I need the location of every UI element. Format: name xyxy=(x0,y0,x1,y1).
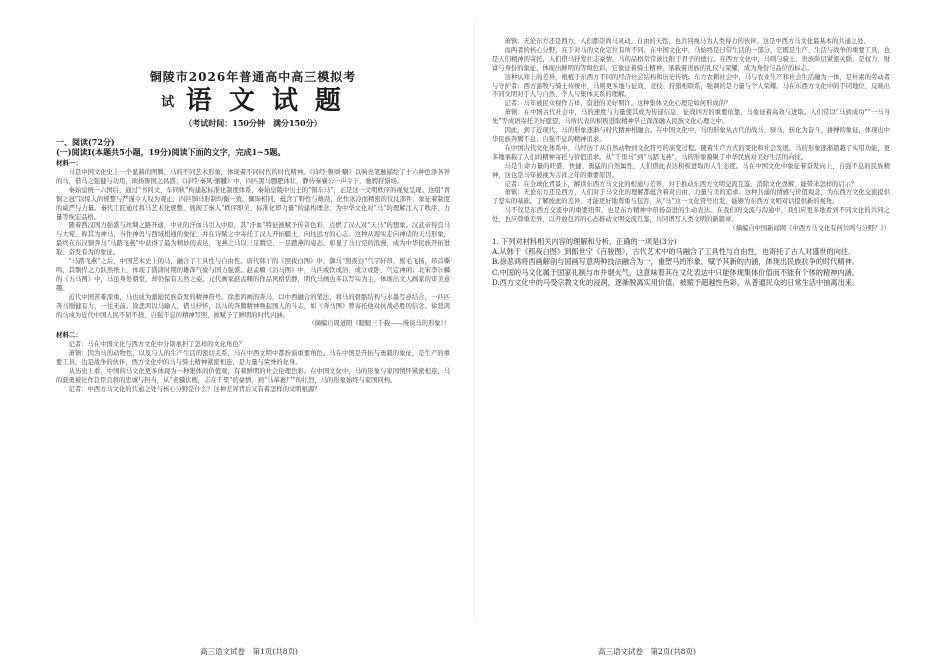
section-subheading: (一)阅读Ⅰ(本题共5小题，19分)阅读下面的文字，完成1~5题。 xyxy=(56,147,286,157)
question-1-option-d: D.西方文化中的马受宗教文化的浸润，逐渐脱离实用价值，被赋予超越性色彩，从普通民众的日常生活中抽离出来。 xyxy=(492,278,860,288)
exam-page-2 xyxy=(476,0,950,672)
section-heading: 一、阅读(72分) xyxy=(56,137,115,147)
interview-paragraph: 因此，到了近现代，马的形象逐渐与时代精神相融合。在中国文化中，马的形象从古代的战马、驿马，转化为奋斗、拼搏的象征，体现出中华民族奔腾不息、自强不息的精神追求。 xyxy=(492,127,890,143)
interview-paragraph: 而两者的核心分野，在于对马的文化定位有所不同。在中国文化中，马始终是日常生活的一部分，它既是生产、生活与战争的重要工具，也是人们精神的寄托，人们借马抒发壮志豪情，马的品格常常被比附于君子的德行。在西方文化中，马则与骑士、贵族阶层紧密关联，是权力、财富与身份的象征，体现出鲜明的等级色彩，它象征着骑士精神，承载着贵族的礼仪与荣耀，成为身份与品位的标志。 xyxy=(492,46,890,72)
interview-paragraph: 马不仅是东西方交流中的重要纽带，也是东方精神中昂扬奋进的生动表达。在我们的交流与沟通中，我们应更多地看到不同文化的共同之处，也应尊重差异，以开放包容的心态推动文明交流互鉴，共同谱写人类文明的新篇章。 xyxy=(492,207,890,224)
interview-paragraph: 马是生命力量的旺盛、快捷、勇猛的自然属性，人们借此表达积极进取的人生态度。马在中国文化中象征着奋发向上、自强不息的民族精神，这也是马年被视为吉祥之年的重要原因。 xyxy=(492,162,890,179)
interview-paragraph: 萧镇：无论东方还是西方，人们都崇尚马灵动、自由的天性，也共同视马为人类得力的伙伴。这是中西方马文化最基本的共通之处。 xyxy=(504,38,870,45)
exam-info: （考试时间：150分钟 满分150分） xyxy=(184,118,322,128)
material-1-paragraph: 随着西汉国力强盛与丝绸之路开通，中亚的汗血马引入中原，其“汗血”特征被赋予传奇色彩，点燃了汉人对“天马”的想象。汉武帝得良马与大宛，称其为神马，当作神兽与西域相通的象征，并在诗赋之中寄托了汉人开拓疆土、向往远方的心志。这种从现实走向神话的天马形象，最终在东汉铜奔马“马踏飞燕”中获得了最为精妙的表达，飞燕之马以三足腾空、一足踏燕的姿态，彰显了马行空的浪漫，成为中华民族开拓进取、奋发有为的象征。 xyxy=(56,222,450,257)
material-1-paragraph: “马踏飞燕”之后，中国艺术史上的马，融合了工具性与自由性。唐代韩干的《照夜白图》中，御马“照夜白”气宇轩昂，鬃毛飞扬，昂首嘶鸣，其剽悍之力跃然纸上，体现了盛唐时期的雄浑气象与国力强盛。赵孟頫《浴马图》中，马匹或饮或浴，或立或卧，气定神闲；北宋李公麟的《五马图》中，马虽身处朝堂，却仍保有天然之姿。元代画家赵孟頫的作品风格恬静，明代马画也多以写实为主，体现出文人画家的审美意趣。 xyxy=(56,258,450,292)
exam-title: 铜陵市2026年普通高中高三模拟考 xyxy=(149,70,357,84)
subject-title-main: 语 文 试 题 xyxy=(185,86,345,116)
subject-title xyxy=(56,87,450,118)
exam-page-1 xyxy=(0,0,474,672)
material-2-paragraph: 记者：马在中国文化与西方文化中分别承担了怎样的文化角色？ xyxy=(68,341,245,349)
subject-title-prefix: 试 xyxy=(161,95,175,110)
question-1-stem: 1. 下列对材料相关内容的理解和分析，正确的一项是(3分) xyxy=(492,236,677,246)
page-2-footer: 高三语文试卷 第2页(共8页) xyxy=(598,647,696,656)
material-2-paragraph: 记者：中西方马文化的共通之处与核心分野是什么？这种差异背后又有着怎样的文明根源？ xyxy=(68,385,321,393)
material-2-paragraph: 萧镇：因为马的动物性，以及与人的生产生活的密切关系，马在中西文明中都扮演重要角色。马在中国是开拓与勇毅的象征，是生产的重要工具，也是战争的伙伴，西方文化中的马与骑士精神紧密相连，是力量与荣誉的化身。 xyxy=(56,350,450,367)
page-1-footer: 高三语文试卷 第1页(共8页) xyxy=(200,647,298,656)
interview-paragraph: 萧镇：无论东方还是西方，人们对于马文化的理解都蕴含着对自由、力量与美的追求。这种共通的情感与价值观念，为东西方文化交流提供了坚实的基础。了解彼此的差异，才能更好地尊重与包容，从“马”这一文化符号出发，能够为东西方文明对话提供新的视角。 xyxy=(492,189,890,206)
material-1-paragraph: 近代中国苦难深重，马也成为激励民族奋发的精神符号。徐悲鸿画的奔马，以中西融合的笔法，将马的骨骼结构与水墨写意结合，一匹匹奔马刚健有力，一往无前。徐悲鸿以马喻人，借马抒怀，以马的奔腾精神唤起国人的斗志，如《奔马图》曾寄托他对抗战必胜的信念。徐悲鸿的马成为近代中国人民不屈不挠、自强不息的精神写照，被赋予了鲜明的时代内涵。 xyxy=(56,293,450,319)
material-2-paragraph: 从历史上看，中国的马文化更多体现为一种集体的价值观，有着鲜明的社会伦理色彩。在中国文化中，马的形象与家国情怀紧密相连，马的骁勇被比作良臣良将的忠诚与担当，从“老骥伏枥，志在千里”的豪情，到“马革裹尸”的壮烈，马的形象始终与家国同构。 xyxy=(56,368,450,384)
interview-paragraph: 这种认知上的差异，根植于东西方不同的经济社会结构和历史传统。东方农耕社会中，马与农业生产和社会生活融为一体，是朴素的劳动者与守护者；西方游牧与骑士传统中，马则更多地与征战、竞技、狩猎相联系，强调的是力量与个人荣耀。马在东西方文化中的不同地位，反映出不同文明对于人与自然、个人与集体关系的理解。 xyxy=(492,73,890,99)
material-1-label: 材料一： xyxy=(56,159,82,167)
question-1-option-a: A.从韩干《照夜白图》到郎世宁《百骏图》，古代艺术中的马融合了工具性与自由性，也寄托了古人对盛世的向往。 xyxy=(492,246,856,256)
interview-paragraph: 在中国古代文化体系中，马经历了从自然动物到文化符号的演变过程。随着生产方式的变化和社会发展，马的形象逐渐超越了实用功能，更多地承载了人们的精神寄托与价值追求。从“千里马”到“马踏飞燕”，马的形象凝聚了中华民族对美好生活的向往。 xyxy=(492,144,890,161)
material-2-label: 材料二： xyxy=(56,331,82,340)
interview-paragraph: 记者：在全球化背景下，解读东西方马文化的相通与差异，对于推动东西方文明交流互鉴，消除文化误解，能带来怎样的启示？ xyxy=(504,180,858,188)
interview-paragraph: 记者：马年被民众视作吉祥、奋进的美好期许。这种集体文化心理是如何形成的？ xyxy=(504,100,732,108)
question-1-option-c: C.中国的马文化属于国家礼制与市井烟火气，这意味着其在文化表达中只能体现集体价值而不能有个体的精神内涵。 xyxy=(492,267,859,277)
material-1-paragraph: 秦始皇统一六国后，通过“书同文、车同轨”构建起标准化制度体系，秦始皇陵中出土的“铜车马”，正是这一文明秩序的视觉呈现。这组“青铜之冠”以惊人的规整与严谨令人叹为观止，四匹铜马形制均衡一致，佩饰相同，蕴含了野性与雄劲，化作冰冷而精密的仪仗部件，象征着制度的威严与力量。秦代工匠通过将马艺术化规整，展现了秦人“秩序即美、标准化即力量”的建构理念，为中华文化对“马”的理解注入了秩序、力量等恢宏品格。 xyxy=(56,186,450,221)
material-1-source: （摘编自周道阳《駸駸三千载——漫谈马的形象》） xyxy=(308,320,450,328)
question-1-option-b: B.徐悲鸿将西画解剖与国画写意两种技法融合为一，重塑马的形象，赋予其新的内涵，体现出民族抗争的时代精神。 xyxy=(492,257,859,267)
interview-paragraph: 萧镇：在中国古代社会中，马的速度与力量使其成为传递信息、征战四方的重要依靠，马象征着高效与进取。人们常以“马到成功”“一马当先”等成语寄托美好愿望，马所代表的积极进取精神早已深深融入民族文化心理之中。 xyxy=(492,109,890,126)
page-divider xyxy=(474,20,475,620)
material-2-source: （摘编自中国新闻网《中西方马文化有何共鸣与分野？》） xyxy=(729,225,890,233)
material-1-paragraph: 马是中国文化史上一个显赫的图腾，马的不同艺术形象，体现着不同时代的时代精神。《诗经·鲁颂·駉》以响亮笔触描绘了十六种色泽各异的马，借马之强健与功用，颂扬鲁国之昌盛；《诗经·秦风·驷驖》中，四匹黑马膘肥体壮，静待秦襄公一声令下，驰骋狩猎场。 xyxy=(56,169,450,185)
